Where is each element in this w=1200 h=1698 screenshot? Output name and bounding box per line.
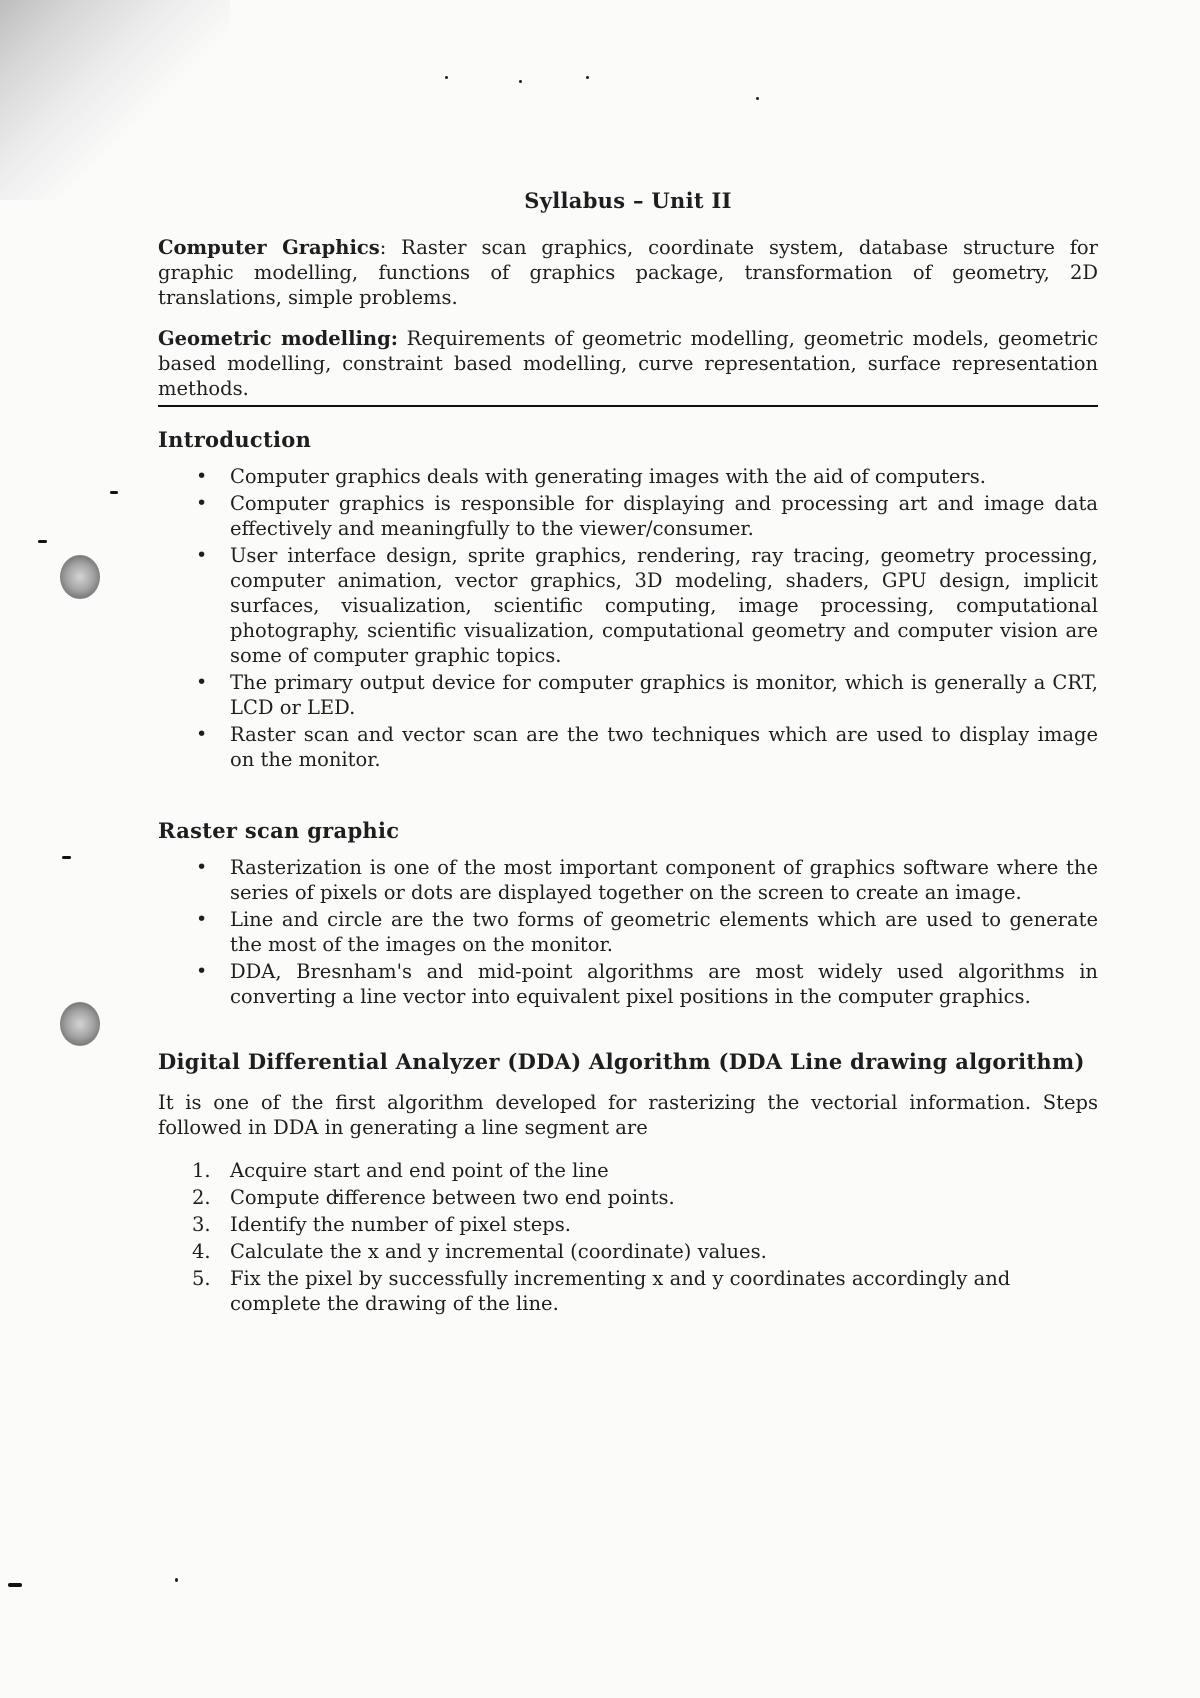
section-divider [158,405,1098,407]
margin-mark [8,1583,22,1587]
list-item: • Computer graphics is responsible for displaying and processing art and image data effectively and meaningfully to the viewer/consumer. [158,491,1098,541]
step-number: 2. [192,1186,211,1209]
list-item: • Computer graphics deals with generating images with the aid of computers. [158,464,1098,489]
scan-corner-shadow [0,0,230,200]
raster-list [158,855,1098,1009]
scan-speck [586,76,589,79]
raster-heading: Raster scan graphic [158,818,400,843]
list-item: • The primary output device for computer graphics is monitor, which is generally a CRT, LCD or LED. [158,670,1098,720]
list-item: • User interface design, sprite graphics, rendering, ray tracing, geometry processing, computer animation, vector graphics, 3D modeling, shaders, GPU design, implicit surfaces, visualization, scientific computing, image processing, computational photography, scientific visualization, computational geometry and computer vision are some of computer graphic topics. [158,543,1098,668]
scan-speck [445,76,448,79]
list-item: • Line and circle are the two forms of geometric elements which are used to generate the most of the images on the monitor. [158,907,1098,957]
document-page [158,188,1098,1318]
punch-hole-top [60,555,100,599]
introduction-heading: Introduction [158,427,312,452]
list-item [158,1239,1098,1264]
margin-mark [62,856,71,859]
dda-heading: Digital Differential Analyzer (DDA) Algorithm (DDA Line drawing algorithm) [158,1049,1085,1074]
punch-hole-bottom [60,1002,100,1046]
list-item [158,1185,1098,1210]
syllabus-geometric-modelling [158,326,1098,401]
syllabus-computer-graphics [158,235,1098,310]
scan-speck [175,1578,178,1582]
dda-intro: It is one of the first algorithm developed for rasterizing the vectorial information. Steps followed in DDA in generating a line segment are [158,1091,1098,1139]
scan-speck [519,80,522,83]
syllabus-label: Computer Graphics [158,236,380,259]
syllabus-label: Geometric modelling: [158,327,398,350]
list-item: • DDA, Bresnham's and mid-point algorithms are most widely used algorithms in converting a line vector into equivalent pixel positions in the computer graphics. [158,959,1098,1009]
margin-mark [38,540,47,543]
step-number: 4. [192,1240,211,1263]
step-number: 1. [192,1159,211,1182]
dda-steps [158,1158,1098,1316]
margin-mark [110,491,118,494]
list-item: • Rasterization is one of the most important component of graphics software where the series of pixels or dots are displayed together on the screen to create an image. [158,855,1098,905]
scan-speck [756,97,759,100]
list-item [158,1212,1098,1237]
list-item [158,1266,1098,1316]
list-item: • Raster scan and vector scan are the two techniques which are used to display image on the monitor. [158,722,1098,772]
step-number: 5. [192,1267,211,1290]
syllabus-text: : Raster scan graphics, coordinate system, database structure for graphic modelling, functions of graphics package, transformation of geometry, 2D translations, simple problems. [158,236,1098,309]
step-text: Compute difference between two end points. [230,1186,675,1209]
step-text: Identify the number of pixel steps. [230,1213,571,1236]
list-item [158,1158,1098,1183]
step-number: 3. [192,1213,211,1236]
syllabus-text: Requirements of geometric modelling, geometric models, geometric based modelling, constraint based modelling, curve representation, surface representation methods. [158,327,1098,400]
introduction-list [158,464,1098,772]
page-title: Syllabus – Unit II [524,188,732,213]
step-text: Calculate the x and y incremental (coordinate) values. [230,1240,767,1263]
step-text: Fix the pixel by successfully incrementing x and y coordinates accordingly and complete the drawing of the line. [230,1267,1011,1315]
step-text: Acquire start and end point of the line [230,1159,609,1182]
